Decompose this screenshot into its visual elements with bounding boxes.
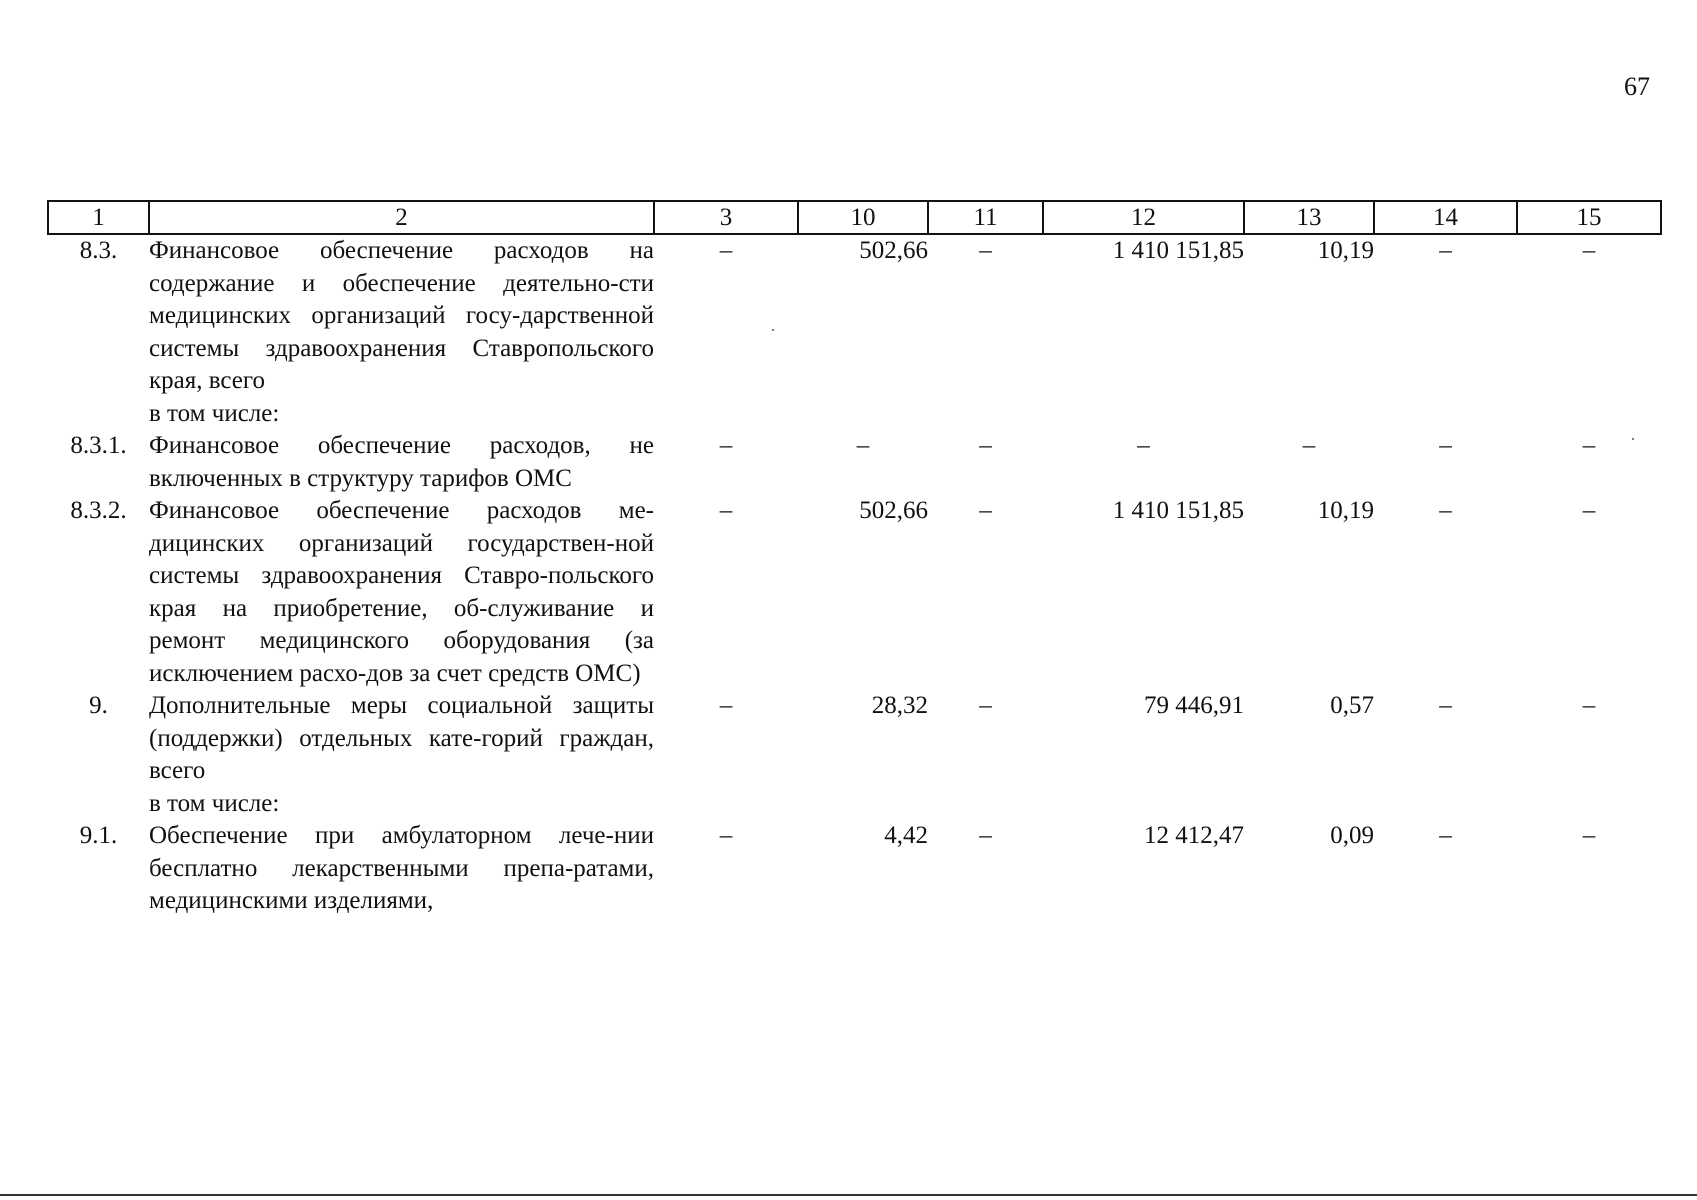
header-col-1: 1 <box>48 201 149 234</box>
cell-col-15: – <box>1582 497 1596 524</box>
cell-col-13: – <box>1302 432 1316 459</box>
row-description: в том числе: <box>149 399 280 427</box>
header-row <box>48 201 1661 234</box>
cell-col-3: – <box>719 822 733 849</box>
cell-col-10: 502,66 <box>859 497 928 524</box>
cell-col-11: – <box>979 432 992 459</box>
row-number <box>48 398 149 431</box>
header-col-11: 11 <box>928 201 1043 234</box>
row-number: 8.3. <box>79 237 118 264</box>
cell-col-3: – <box>719 497 733 524</box>
cell-col-10 <box>798 398 928 431</box>
cell-col-12 <box>1043 398 1244 431</box>
cell-col-11: – <box>979 692 992 719</box>
cell-col-14: – <box>1439 692 1452 719</box>
row-number: 9. <box>89 692 108 719</box>
row-description: Обеспечение при амбулаторном лече-нии бесплатно лекарственными препа-ратами, медицинскими изделиями, <box>149 822 654 914</box>
row-number: 9.1. <box>79 822 118 849</box>
cell-col-3: – <box>719 432 733 459</box>
table-row <box>48 430 1661 495</box>
header-col-10: 10 <box>798 201 928 234</box>
header-col-14: 14 <box>1374 201 1517 234</box>
cell-col-13: 10,19 <box>1317 237 1374 264</box>
cell-col-14: – <box>1439 822 1452 849</box>
cell-col-14: – <box>1439 497 1452 524</box>
table-row <box>48 495 1661 690</box>
page-number: 67 <box>1624 72 1650 101</box>
row-description: Финансовое обеспечение расходов на содержание и обеспечение деятельно-сти медицинских организаций госу-дарственной системы здравоохранения Ставропольского края, всего <box>149 237 654 394</box>
cell-col-13 <box>1244 398 1374 431</box>
cell-col-13: 0,57 <box>1330 692 1374 719</box>
scan-speck <box>1632 438 1634 440</box>
header-col-13: 13 <box>1244 201 1374 234</box>
header-col-15: 15 <box>1517 201 1661 234</box>
header-col-2: 2 <box>149 201 654 234</box>
row-subheading: в том числе: <box>149 789 280 817</box>
table-row <box>48 234 1661 398</box>
cell-col-14 <box>1374 398 1517 431</box>
cell-col-10: 4,42 <box>884 822 928 849</box>
cell-col-15: – <box>1582 432 1596 459</box>
cell-col-3: – <box>719 692 733 719</box>
cell-col-11: – <box>979 497 992 524</box>
cell-col-15: – <box>1582 822 1596 849</box>
cell-col-3 <box>654 398 798 431</box>
table-row <box>48 820 1661 918</box>
cell-col-12: – <box>1137 432 1150 459</box>
cell-col-13: 10,19 <box>1317 497 1374 524</box>
cell-col-11 <box>928 398 1043 431</box>
cell-col-12: 12 412,47 <box>1144 822 1244 849</box>
row-number: 8.3.2. <box>70 497 127 524</box>
row-description-cell <box>149 690 654 820</box>
row-number: 8.3.1. <box>70 432 127 459</box>
cell-col-10: 28,32 <box>871 692 928 719</box>
cell-col-11: – <box>979 822 992 849</box>
scan-speck <box>772 329 774 331</box>
cell-col-12: 1 410 151,85 <box>1112 237 1244 264</box>
table-row <box>48 690 1661 820</box>
cell-col-11: – <box>979 237 992 264</box>
header-col-12: 12 <box>1043 201 1244 234</box>
cell-col-12: 79 446,91 <box>1144 692 1244 719</box>
header-col-3: 3 <box>654 201 798 234</box>
cell-col-15: – <box>1582 692 1596 719</box>
cell-col-14: – <box>1439 432 1452 459</box>
cell-col-15 <box>1517 398 1661 431</box>
cell-col-3: – <box>719 237 733 264</box>
cell-col-10: – <box>856 432 870 459</box>
data-table <box>47 200 1662 918</box>
row-description: Финансовое обеспечение расходов, не включенных в структуру тарифов ОМС <box>149 432 654 492</box>
table-row <box>48 398 1661 431</box>
bottom-rule <box>0 1194 1697 1196</box>
cell-col-12: 1 410 151,85 <box>1112 497 1244 524</box>
cell-col-14: – <box>1439 237 1452 264</box>
cell-col-13: 0,09 <box>1330 822 1374 849</box>
cell-col-10: 502,66 <box>859 237 928 264</box>
row-description: Дополнительные меры социальной защиты (поддержки) отдельных кате-горий граждан, всего <box>149 692 654 784</box>
row-description: Финансовое обеспечение расходов ме-дицинских организаций государствен-ной системы здравоохранения Ставро-польского края на приобретение, об-служивание и ремонт медицинского оборудования (за исключением расхо-дов за счет средств ОМС) <box>149 497 654 687</box>
cell-col-15: – <box>1582 237 1596 264</box>
